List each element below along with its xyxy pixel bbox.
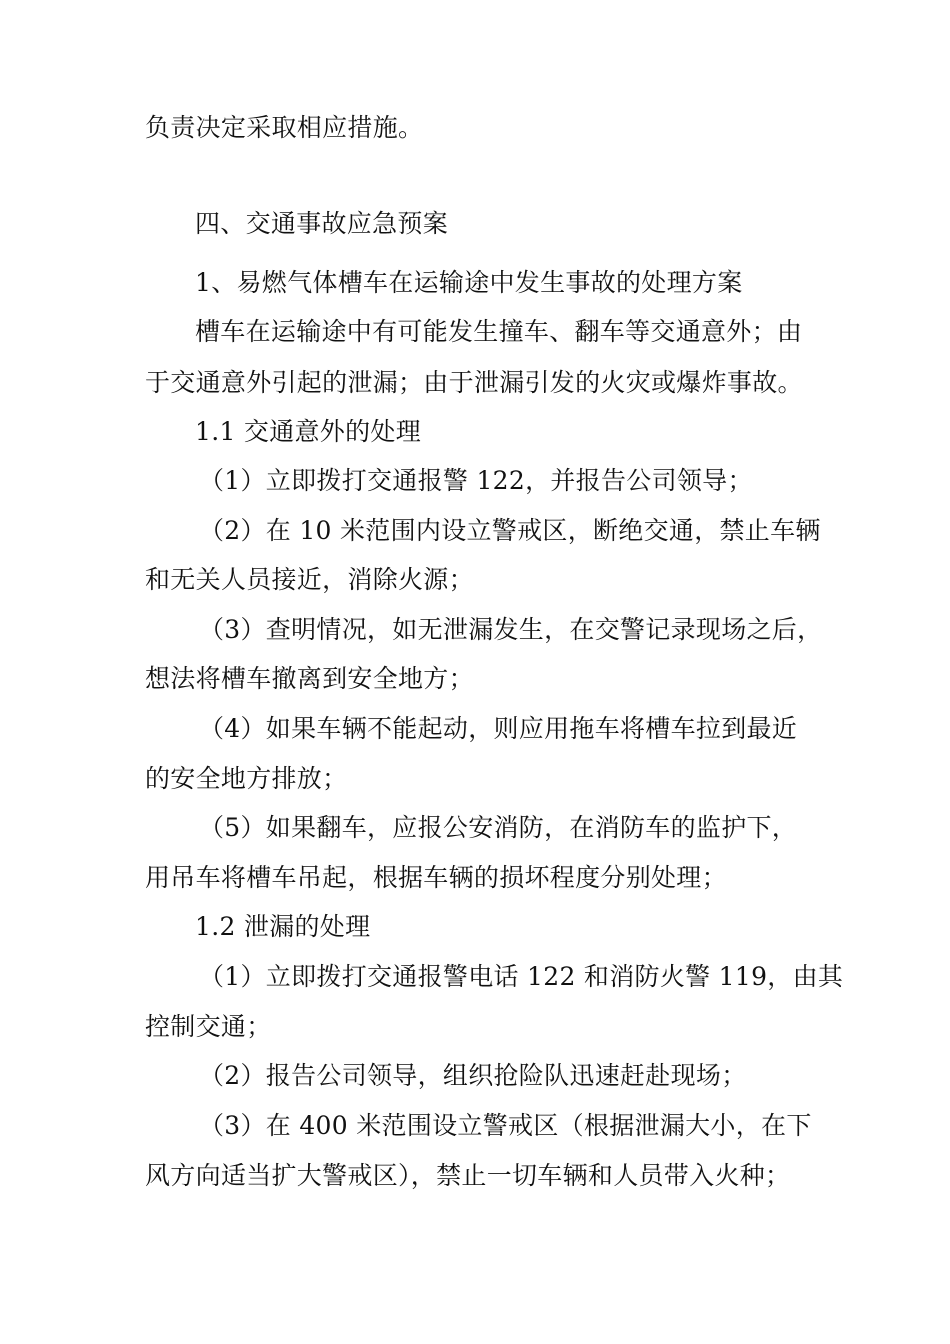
- paragraph-line: 和无关人员接近，消除火源；: [145, 565, 474, 594]
- paragraph-line: 槽车在运输途中有可能发生撞车、翻车等交通意外；由: [195, 317, 803, 346]
- subsection-heading: 1、易燃气体槽车在运输途中发生事故的处理方案: [195, 268, 743, 297]
- paragraph-line: 用吊车将槽车吊起，根据车辆的损坏程度分别处理；: [145, 863, 727, 892]
- paragraph-line: 的安全地方排放；: [145, 764, 348, 793]
- paragraph-line: 想法将槽车撤离到安全地方；: [145, 664, 474, 693]
- paragraph-line: 风方向适当扩大警戒区），禁止一切车辆和人员带入火种；: [145, 1161, 791, 1190]
- list-item: （3）查明情况，如无泄漏发生，在交警记录现场之后，: [199, 615, 823, 644]
- subsection-heading: 1.1 交通意外的处理: [195, 417, 422, 446]
- subsection-heading: 1.2 泄漏的处理: [195, 912, 371, 941]
- list-item: （1）立即拨打交通报警 122，并报告公司领导；: [199, 466, 753, 495]
- section-heading: 四、交通事故应急预案: [195, 209, 449, 238]
- list-item: （5）如果翻车，应报公安消防，在消防车的监护下，: [199, 813, 798, 842]
- paragraph-line: 于交通意外引起的泄漏；由于泄漏引发的火灾或爆炸事故。: [145, 368, 803, 397]
- paragraph-line: 控制交通；: [145, 1012, 272, 1041]
- list-item: （3）在 400 米范围设立警戒区（根据泄漏大小，在下: [199, 1111, 812, 1140]
- list-item: （4）如果车辆不能起动，则应用拖车将槽车拉到最近: [199, 714, 798, 743]
- list-item: （2）报告公司领导，组织抢险队迅速赶赴现场；: [199, 1061, 747, 1090]
- list-item: （2）在 10 米范围内设立警戒区，断绝交通，禁止车辆: [199, 516, 821, 545]
- list-item: （1）立即拨打交通报警电话 122 和消防火警 119，由其: [199, 962, 844, 991]
- paragraph-line: 负责决定采取相应措施。: [145, 113, 424, 142]
